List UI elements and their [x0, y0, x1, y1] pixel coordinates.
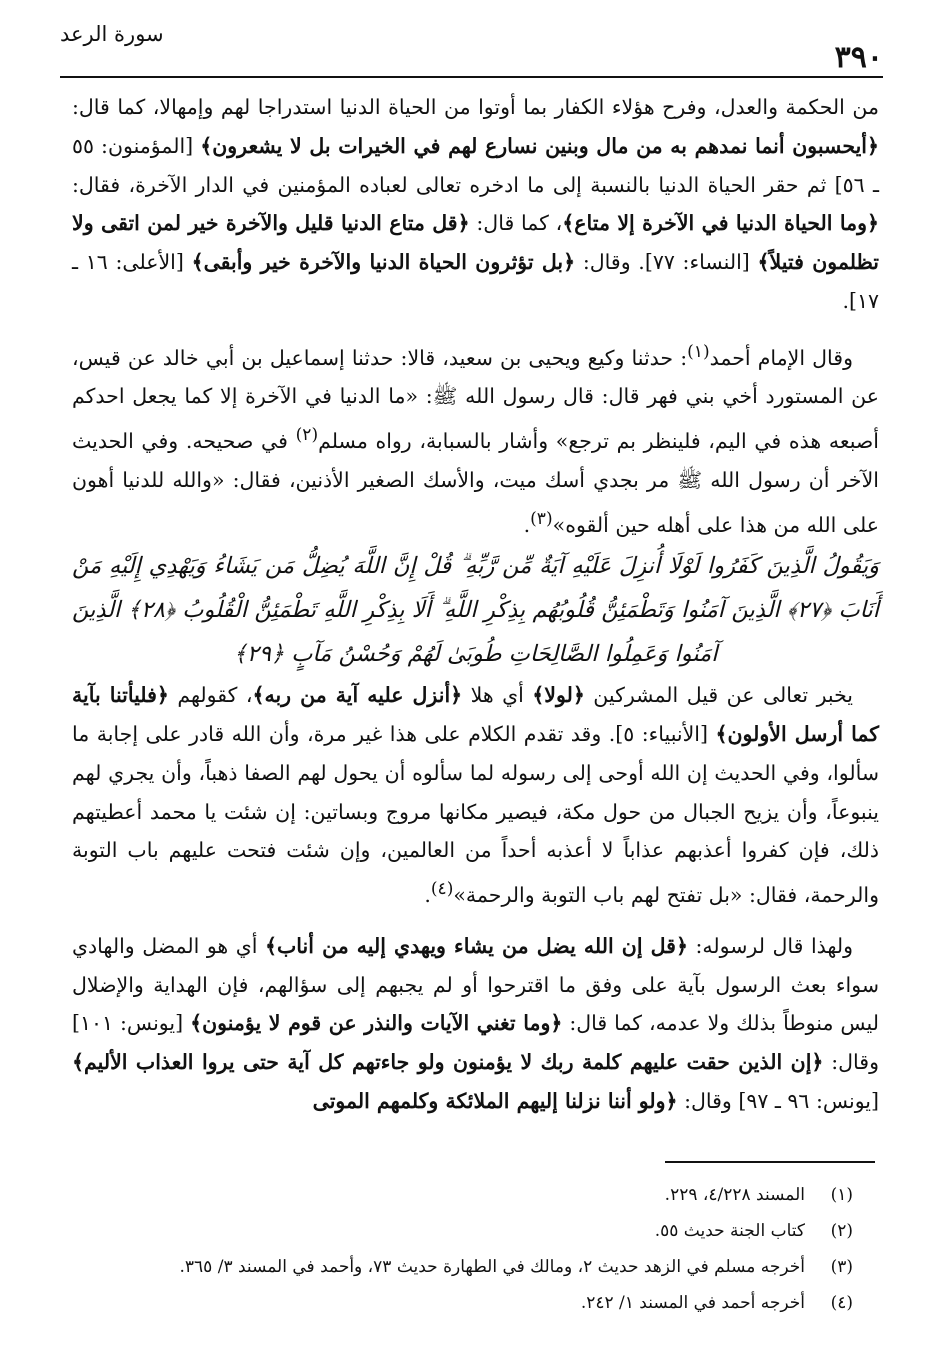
text-run: : حدثنا وكيع ويحيى بن سعيد، قالا: حدثنا إسماعيل بن أبي خالد عن قيس، عن المستورد أخي بني فهر قال: قال رسول الله ﷺ: «ما الدنيا في الآخرة إلا كما يجعل احدكم أصبعه هذه في اليم، فلينظر بم ترجع» وأشار بالسبابة، رواه مسلم	[72, 345, 879, 454]
quran-quote: ﴿أيحسبون أنما نمدهم به من مال وبنين نسارع لهم في الخيرات بل لا يشعرون﴾	[200, 133, 879, 158]
quran-quote: ﴿قل إن الله يضل من يشاء ويهدي إليه من أناب﴾	[265, 933, 688, 958]
text-run: ، كما قال:	[469, 211, 563, 236]
footnote	[100, 1249, 853, 1285]
quran-quote: ﴿لولا﴾	[532, 683, 585, 708]
footnote-ref[interactable]: (٤)	[430, 879, 454, 900]
footnote-ref[interactable]: (٣)	[530, 508, 553, 529]
footnote-rule	[665, 1161, 875, 1163]
body-text	[72, 88, 879, 1121]
footnotes	[100, 1177, 853, 1321]
footnote-number: (٣)	[830, 1257, 853, 1277]
quran-quote: ﴿قل متاع الدنيا قليل والآخرة خير لمن اتقى ولا تظلمون فتيلاً﴾	[72, 211, 880, 275]
running-title: سورة الرعد	[60, 22, 164, 46]
page-number: ٣٩٠	[834, 40, 883, 75]
paragraph-3	[72, 676, 879, 915]
footnote-ref[interactable]: (١)	[687, 341, 710, 362]
paragraph-2	[72, 333, 879, 544]
text-run: [المؤمنون: ٥٥ ـ ٥٦] ثم حقر الحياة الدنيا بالنسبة إلى ما ادخره تعالى لعباده المؤمنين في الدار الآخرة، فقال:	[72, 133, 879, 197]
text-run: .	[523, 512, 531, 537]
footnote-number: (٤)	[830, 1293, 853, 1313]
text-run: [يونس: ١٠١] وقال:	[72, 1011, 879, 1075]
footnote	[100, 1285, 853, 1321]
quran-quote: ﴿فليأتنا بآية كما أرسل الأولون﴾	[72, 683, 879, 747]
paragraph-1	[72, 88, 879, 321]
text-run: في صحيحه. وفي الحديث الآخر أن رسول الله ﷺ مر بجدي أسك ميت، والأسك الصغير الأذنين، فقال: «والله للدنيا أهون على الله من هذا على أهله حين ألقوه»	[72, 429, 879, 537]
quran-quote: ﴿بل تؤثرون الحياة الدنيا والآخرة خير وأبقى﴾	[191, 250, 576, 275]
quran-quote: ﴿أنزل عليه آية من ربه﴾	[252, 683, 463, 708]
quran-verse-block: وَيَقُولُ الَّذِينَ كَفَرُوا لَوْلَا أُنزِلَ عَلَيْهِ آيَةٌ مِّن رَّبِّهِ ۗ قُلْ إِنَّ اللَّهَ يُضِلُّ مَن يَشَاءُ وَيَهْدِي إِلَيْهِ مَنْ أَنَابَ ﴿٢٧﴾ الَّذِينَ آمَنُوا وَتَطْمَئِنُّ قُلُوبُهُم بِذِكْرِ اللَّهِ ۗ أَلَا بِذِكْرِ اللَّهِ تَطْمَئِنُّ الْقُلُوبُ ﴿٢٨﴾ الَّذِينَ آمَنُوا وَعَمِلُوا الصَّالِحَاتِ طُوبَىٰ لَهُمْ وَحُسْنُ مَآبٍ ﴿٢٩﴾	[72, 553, 880, 668]
quran-quote: ﴿وما الحياة الدنيا في الآخرة إلا متاع﴾	[562, 211, 880, 236]
footnote	[100, 1213, 853, 1249]
footnote-number: (١)	[830, 1185, 853, 1205]
text-run: أي هلا	[462, 683, 533, 708]
paragraph-gap	[72, 321, 879, 333]
text-run: [الأعلى: ١٦ ـ ١٧].	[72, 250, 879, 313]
text-run: [الأنبياء: ٥]. وقد تقدم الكلام على هذا غير مرة، وأن الله قادر على إجابة ما سألوا، وفي الحديث إن الله أوحى إلى رسوله لما سألوه أن يحول لهم الصفا ذهباً، وأن يجري لهم ينبوعاً، وأن يزيح الجبال من حول مكة، فيصير مكانها مروج وبساتين: إن شئت يا محمد أعطيتهم ذلك، فإن كفروا أعذبهم عذاباً لا أعذبه أحداً من العالمين، وإن شئت فتحت عليهم باب التوبة والرحمة، فقال: «بل تفتح لهم باب التوبة والرحمة»	[72, 722, 879, 908]
quran-quote: ﴿وما تغني الآيات والنذر عن قوم لا يؤمنون﴾	[190, 1011, 563, 1036]
footnote-text: كتاب الجنة حديث ٥٥.	[654, 1221, 805, 1241]
page-header	[60, 18, 883, 80]
text-run: وقال الإمام أحمد	[709, 345, 853, 370]
text-run: من الحكمة والعدل، وفرح هؤلاء الكفار بما أوتوا من الحياة الدنيا استدراجا لهم وإمهالا، كما قال:	[72, 95, 879, 119]
footnote-text: المسند ٤/٢٢٨، ٢٢٩.	[664, 1185, 805, 1205]
text-run: [يونس: ٩٦ ـ ٩٧] وقال:	[677, 1089, 879, 1114]
footnote	[100, 1177, 853, 1213]
text-run: .	[424, 883, 431, 908]
text-run: يخبر تعالى عن قيل المشركين	[584, 683, 854, 708]
text-run: ، كقولهم	[168, 683, 253, 708]
text-run: أي هو المضل والهادي سواء بعث الرسول بآية على وفق ما اقترحوا أو لم يجبهم إلى سؤالهم، فإن الهداية والإضلال ليس منوطاً بذلك ولا عدمه، كما قال:	[72, 933, 879, 1036]
paragraph-gap	[72, 915, 879, 927]
footnote-text: أخرجه أحمد في المسند ١/ ٢٤٢.	[580, 1293, 805, 1313]
header-rule	[60, 76, 883, 78]
paragraph-4	[72, 927, 879, 1121]
footnote-number: (٢)	[830, 1221, 853, 1241]
footnote-text: أخرجه مسلم في الزهد حديث ٢، ومالك في الطهارة حديث ٧٣، وأحمد في المسند ٣/ ٣٦٥.	[179, 1257, 805, 1277]
text-run: ولهذا قال لرسوله:	[688, 933, 853, 958]
footnote-ref[interactable]: (٢)	[295, 425, 319, 446]
text-run: [النساء: ٧٧]. وقال:	[575, 250, 758, 275]
quran-quote: ﴿إن الذين حقت عليهم كلمة ربك لا يؤمنون ولو جاءتهم كل آية حتى يروا العذاب الأليم﴾	[72, 1050, 824, 1075]
quran-quote: ﴿ولو أننا نزلنا إليهم الملائكة وكلمهم الموتى	[312, 1089, 678, 1114]
